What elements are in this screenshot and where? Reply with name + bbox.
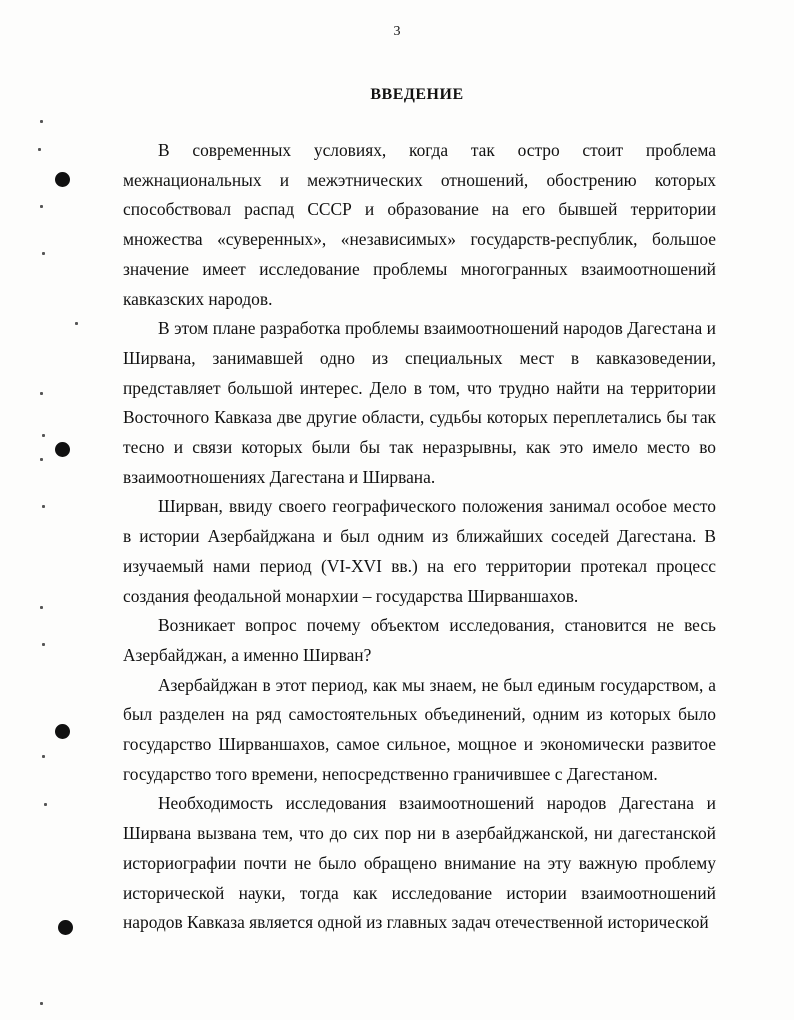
page-number: 3 bbox=[393, 24, 401, 39]
paragraph: В современных условиях, когда так остро стоит проблема межнациональных и межэтнических отношений, обострению которых способствовал распад СССР и образование на его бывшей территории множества «суверенных», «независимых» государств-республик, большое значение имеет исследование проблемы многогранных взаимоотношений кавказских народов. bbox=[123, 140, 716, 309]
binder-hole bbox=[55, 724, 70, 739]
paragraph: Азербайджан в этот период, как мы знаем, не был единым государством, а был разделен на ряд самостоятельных объединений, одним из которых было государство Ширваншахов, самое сильное, мощное и экономически развитое государство того времени, непосредственно граничившее с Дагестаном. bbox=[123, 674, 716, 784]
paragraph: Ширван, ввиду своего географического положения занимал особое место в истории Азербайджана и был одним из ближайших соседей Дагестана. В изучаемый нами период (VI-XVI вв.) на его территории протекал процесс создания феодальной монархии – государства Ширваншахов. bbox=[123, 496, 716, 606]
scan-speck bbox=[38, 148, 41, 151]
scan-speck bbox=[44, 803, 47, 806]
scan-speck bbox=[40, 606, 43, 609]
binder-hole bbox=[55, 172, 70, 187]
scan-speck bbox=[40, 205, 43, 208]
scan-speck bbox=[42, 252, 45, 255]
paragraph: Необходимость исследования взаимоотношений народов Дагестана и Ширвана вызвана тем, что до сих пор ни в азербайджанской, ни дагестанской историографии почти не было обращено внимание на эту важную проблему исторической науки, тогда как исследование истории взаимоотношений народов Кавказа является одной из главных задач отечественной исторической bbox=[123, 793, 716, 933]
paragraph: В этом плане разработка проблемы взаимоотношений народов Дагестана и Ширвана, занимавшей одно из специальных мест в кавказоведении, представляет большой интерес. Дело в том, что трудно найти на территории Восточного Кавказа две другие области, судьбы которых переплетались бы так тесно и связи которых были бы так неразрывны, как это имело место во взаимоотношениях Дагестана и Ширвана. bbox=[123, 318, 716, 487]
binder-hole bbox=[58, 920, 73, 935]
scan-speck bbox=[40, 120, 43, 123]
scan-speck bbox=[75, 322, 78, 325]
scan-speck bbox=[42, 505, 45, 508]
binder-hole bbox=[55, 442, 70, 457]
scan-speck bbox=[40, 458, 43, 461]
scan-speck bbox=[42, 755, 45, 758]
paragraph: Возникает вопрос почему объектом исследования, становится не весь Азербайджан, а именно Ширван? bbox=[123, 615, 716, 665]
scan-speck bbox=[42, 643, 45, 646]
scan-speck bbox=[40, 392, 43, 395]
scan-speck bbox=[40, 1002, 43, 1005]
page-title: ВВЕДЕНИЕ bbox=[370, 86, 464, 103]
body-text bbox=[123, 136, 716, 938]
scan-speck bbox=[42, 434, 45, 437]
